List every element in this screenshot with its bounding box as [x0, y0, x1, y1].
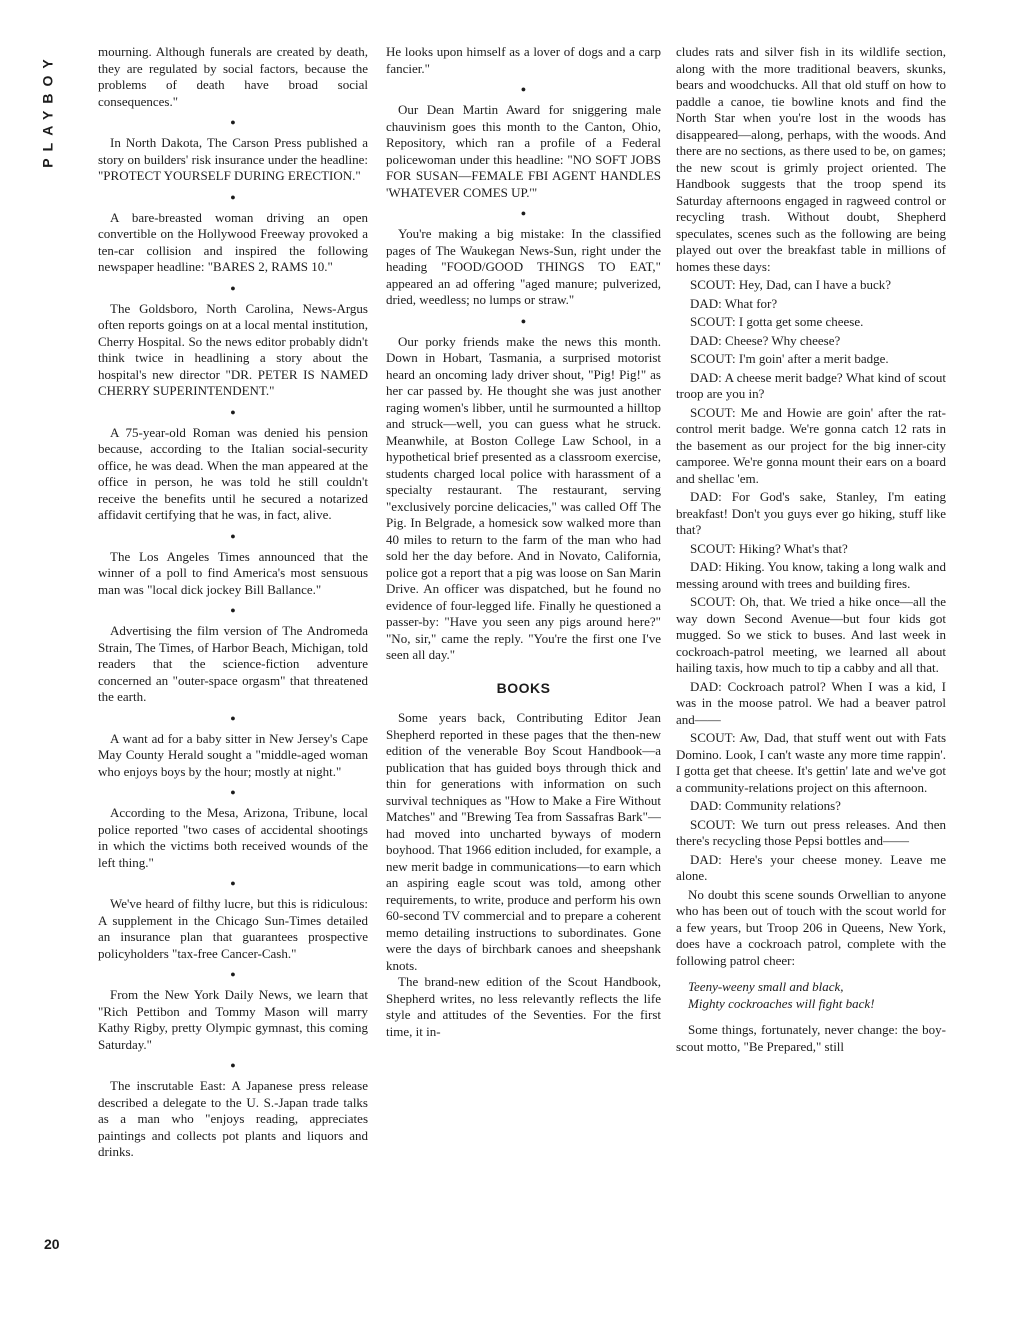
- dialogue-line: SCOUT: Oh, that. We tried a hike once—all the way down Second Avenue—but four kids got mugged. So we stick to buses. And last week in cockroach-patrol meeting, we learned all about hailing taxis, how much to tip a cabby and all that.: [676, 594, 946, 675]
- paragraph: According to the Mesa, Arizona, Tribune, local police reported "two cases of accidental shootings in which the victims both received wounds of the left thing.": [98, 805, 368, 870]
- bullet-separator: ●: [230, 117, 236, 127]
- bullet-separator: ●: [520, 315, 527, 326]
- dialogue-line: DAD: A cheese merit badge? What kind of scout troop are you in?: [676, 369, 946, 401]
- dialogue-line: DAD: For God's sake, Stanley, I'm eating breakfast! Don't you guys ever go hiking, stuff like that?: [676, 489, 946, 537]
- patrol-cheer: [688, 979, 946, 1012]
- paragraph: A bare-breasted woman driving an open convertible on the Hollywood Freeway provoked a ten-car collision and inspired the following newspaper headline: "BARES 2, RAMS 10.": [98, 209, 368, 274]
- bullet-separator: ●: [230, 1060, 236, 1070]
- bullet-separator: ●: [230, 282, 236, 293]
- bullet-separator: ●: [520, 208, 527, 218]
- paragraph: From the New York Daily News, we learn that "Rich Pettibon and Tommy Mason will marry Kathy Rigby, pretty Olympic gymnast, this coming Saturday.": [98, 987, 368, 1052]
- page-number: 20: [44, 1236, 60, 1252]
- bullet-separator: ●: [230, 969, 236, 979]
- poem-line: Teeny-weeny small and black,: [688, 979, 844, 994]
- paragraph: Some things, fortunately, never change: the boy-scout motto, "Be Prepared," still: [676, 1022, 946, 1054]
- paragraph: The inscrutable East: A Japanese press release described a delegate to the U. S.-Japan trade talks as a man who "enjoys reading, appreciates paintings and collects pot plants and liquors and drinks.: [98, 1078, 368, 1159]
- dialogue-line: DAD: Here's your cheese money. Leave me alone.: [676, 851, 946, 883]
- column-3: [676, 44, 946, 1280]
- bullet-separator: ●: [520, 84, 527, 94]
- paragraph: We've heard of filthy lucre, but this is ridiculous: A supplement in the Chicago Sun-Times detailed an insurance plan that guarantees prospective policyholders "tax-free Cancer-Cash.": [98, 896, 368, 961]
- bullet-separator: ●: [230, 406, 236, 417]
- paragraph: Our porky friends make the news this month. Down in Hobart, Tasmania, a surprised motorist heard an oncoming lady driver shout, "Pig! Pig!" as her car passed by. He thought she was just another raging women's libber, until he surmounted a hilltop and struck—well, you can guess what he struck. Meanwhile, at Boston College Law School, in a hypothetical brief presented as a classroom exercise, students charged local police with harassment of a specialty restaurant. The restaurant, serving "exclusively porcine delicacies," was called Off The Pig. In Belgrade, a homesick sow walked more than 40 miles to return to the farm of the man who had sold her the day before. And in Novato, California, police got a report that a pig was loose on San Marin Drive. An officer was dispatched, but he found no evidence of four-legged life. Finally he questioned a passer-by: "Have you seen any pigs around here?" "No, sir," came the reply. "You're the first one I've seen all day.": [386, 333, 661, 662]
- bullet-separator: ●: [230, 878, 236, 888]
- dialogue-line: SCOUT: We turn out press releases. And then there's recycling those Pepsi bottles and——: [676, 816, 946, 848]
- dialogue-line: SCOUT: Me and Howie are goin' after the rat-control merit badge. We're gonna catch 12 rats in the basement as our project for the big inner-city camporee. We're gonna mount their ears on a board and shellac 'em.: [676, 404, 946, 486]
- paragraph: A 75-year-old Roman was denied his pension because, according to the Italian social-security office, he was dead. When the man appeared at the office in person, he was told he still couldn't receive the benefits until he secured a notarized affidavit certifying that he was, in fact, alive.: [98, 424, 368, 522]
- dialogue-line: SCOUT: Aw, Dad, that stuff went out with Fats Domino. Look, I can't waste any more time rappin'. I gotta get that cheese. It's gettin' late and we've got a community-relations project on this afternoon.: [676, 730, 946, 795]
- dialogue-line: SCOUT: Hey, Dad, can I have a buck?: [690, 277, 892, 292]
- paragraph: Our Dean Martin Award for sniggering male chauvinism goes this month to the Canton, Ohio, Repository, which ran a profile of a Federal policewoman under this headline: "NO SOFT JOBS FOR SUSAN—FEMALE FBI AGENT HANDLES 'WHATEVER COMES UP.'": [386, 102, 661, 200]
- paragraph: The Los Angeles Times announced that the winner of a poll to find America's most sensuous man was "local dick jockey Bill Ballance.": [98, 548, 368, 597]
- poem-line: Mighty cockroaches will fight back!: [688, 995, 875, 1011]
- bullet-separator: ●: [230, 191, 236, 202]
- paragraph: mourning. Although funerals are created by death, they are regulated by social factors, because the problems of death have broad social consequences.": [98, 44, 368, 109]
- column-2: [386, 44, 661, 1280]
- dialogue-line: DAD: Hiking. You know, taking a long walk and messing around with trees and building fires.: [676, 559, 946, 591]
- bullet-separator: ●: [230, 605, 236, 615]
- dialogue-line: DAD: What for?: [690, 295, 778, 311]
- dialogue-line: SCOUT: Hiking? What's that?: [690, 540, 848, 556]
- dialogue-line: DAD: Cheese? Why cheese?: [690, 332, 841, 348]
- bullet-separator: ●: [230, 712, 236, 723]
- dialogue-line: SCOUT: I'm goin' after a merit badge.: [690, 351, 889, 366]
- paragraph: In North Dakota, The Carson Press published a story on builders' risk insurance under the headline: "PROTECT YOURSELF DURING ERECTION.": [98, 135, 368, 183]
- magazine-running-head: [36, 40, 60, 180]
- paragraph: A want ad for a baby sitter in New Jersey's Cape May County Herald sought a "middle-aged woman who enjoys boys by the hour; mostly at night.": [98, 730, 368, 779]
- paragraph: Advertising the film version of The Andromeda Strain, The Times, of Harbor Beach, Michigan, told readers that the science-fiction adventure concerned an "outer-space orgasm" that threatened the earth.: [98, 623, 368, 704]
- paragraph: The brand-new edition of the Scout Handbook, Shepherd writes, no less relevantly reflects the life style and attitudes of the Seventies. For the first time, it in-: [386, 974, 661, 1039]
- dialogue-line: SCOUT: I gotta get some cheese.: [690, 314, 864, 329]
- paragraph: The Goldsboro, North Carolina, News-Argus often reports goings on at a local mental institution, Cherry Hospital. So the news editor probably didn't think twice in headlining a story about the hospital's new director "DR. PETER IS NAMED CHERRY SUPERINTENDENT.": [98, 300, 368, 398]
- bullet-separator: ●: [230, 530, 236, 541]
- dialogue-line: DAD: Cockroach patrol? When I was a kid, I was in the moose patrol. We had a beaver patrol and——: [676, 678, 946, 727]
- bullet-separator: ●: [230, 787, 236, 797]
- paragraph: Some years back, Contributing Editor Jean Shepherd reported in these pages that the then-new edition of the venerable Boy Scout Handbook—a publication that has guided boys through thick and thin for generations with information on such survival techniques as "How to Make a Fire Without Matches" and "Brewing Tea from Sassafras Bark"—had moved into uncharted byways of modern boyhood. That 1966 edition included, for example, a new merit badge in communications—to earn which an aspiring eagle scout was told, among other requirements, to write, produce and perform his own 60-second TV commercial and to prepare a coherent memo detailing instructions to subordinates. Gone were the days of birchbark canoes and sheepshank knots.: [386, 710, 661, 973]
- paragraph: No doubt this scene sounds Orwellian to anyone who has been out of touch with the scout world for a few years, but Troop 206 in Queens, New York, does have a cockroach patrol, complete with the following patrol cheer:: [676, 886, 946, 968]
- dialogue-block: [676, 277, 946, 885]
- dialogue-line: DAD: Community relations?: [690, 798, 841, 813]
- magazine-name: PLAYBOY: [40, 52, 57, 168]
- column-1: [98, 44, 368, 1280]
- paragraph: You're making a big mistake: In the classified pages of The Waukegan News-Sun, right under the heading "FOOD/GOOD THINGS TO EAT," appeared an ad offering "aged manure; pulverized, dried, weedless; no lumps or straw.": [386, 226, 661, 307]
- paragraph: cludes rats and silver fish in its wildlife section, along with the more traditional beavers, skunks, bears and woodchucks. All that old stuff on how to paddle a canoe, tie bowline knots and find the North Star when you're lost in the woods has disappeared—along, perhaps, with the woods. And there are no sections, as there used to be, on games; the new scout is grimly project oriented. The Handbook suggests that the troop spend its Saturday afternoons engaged in ragweed control or recycling trash. Without doubt, Shepherd speculates, scenes such as the following are being played out over the breakfast table in millions of homes these days:: [676, 44, 946, 274]
- section-heading-books: BOOKS: [496, 679, 551, 696]
- paragraph: He looks upon himself as a lover of dogs and a carp fancier.": [386, 44, 661, 76]
